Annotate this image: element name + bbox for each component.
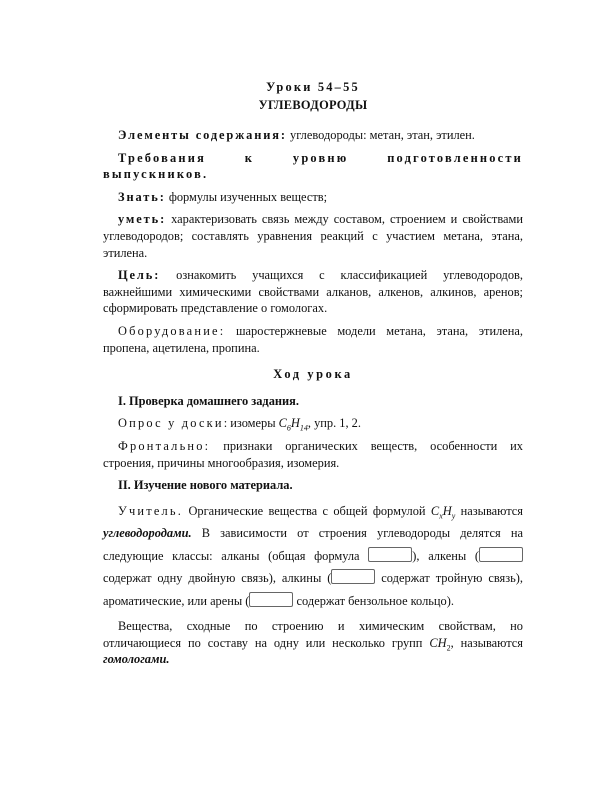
arenes-desc: содержат бензольное кольцо). — [296, 593, 454, 608]
content-elements-paragraph — [103, 127, 523, 144]
lesson-number: Уроки 54–55 — [266, 80, 360, 94]
homologs-paragraph — [103, 618, 523, 668]
content-elements-text: углеводороды: метан, этан, этилен. — [290, 128, 475, 142]
section1-heading: I. Проверка домашнего задания. — [118, 393, 299, 408]
requirements-word: к — [244, 150, 255, 165]
arenes-formula-blank[interactable] — [249, 592, 293, 607]
equipment-paragraph — [103, 323, 523, 356]
requirements-word: подготовленности — [387, 150, 523, 165]
alkenes-formula-blank[interactable] — [479, 547, 523, 562]
board-question-paragraph — [103, 415, 523, 432]
formula-hy: H — [442, 503, 452, 518]
formula-c: C — [278, 416, 287, 431]
requirements-heading-line2: выпускников. — [103, 167, 209, 182]
formula-ch2: CH — [429, 635, 447, 650]
requirements-heading — [103, 150, 523, 167]
alkynes-formula-blank[interactable] — [331, 569, 375, 584]
document-page — [103, 78, 523, 674]
teacher-text-2: называются — [460, 503, 524, 518]
homologs-text-2: , называются — [450, 635, 524, 650]
formula-h: H — [290, 416, 300, 431]
know-text: формулы изученных веществ; — [168, 189, 328, 204]
requirements-word: Требования — [118, 150, 206, 165]
teacher-text-3: В зависимости от строения углеводороды делятся на следующие классы: алканы (общая формула — [103, 526, 523, 563]
term-homologs: гомологами. — [103, 652, 170, 667]
requirements-word: уровню — [292, 150, 349, 165]
board-question-pre: : изомеры — [223, 416, 279, 431]
alkenes-text: ), алкены ( — [412, 548, 479, 563]
frontal-text: признаки органических веществ, особенности их строения, причины многообразия, изомерия. — [103, 438, 523, 470]
lesson-topic: УГЛЕВОДОРОДЫ — [258, 98, 368, 112]
teacher-label: Учитель. — [118, 503, 184, 518]
formula-cx-sub: x — [439, 511, 443, 521]
arenes-text: ароматические, или арены ( — [103, 593, 250, 608]
teacher-paragraph — [103, 500, 523, 613]
homologs-text-1: Вещества, сходные по строению и химическим свойствам, но отличающиеся по составу на одну или несколько групп — [103, 619, 523, 650]
formula-hy-sub: y — [451, 511, 456, 521]
formula-h-sub: 14 — [299, 423, 308, 433]
be-able-text: характеризовать связь между составом, строением и свойствами углеводородов; составлять уравнения реакций с участием метана, этана, этилена. — [103, 212, 523, 260]
board-question-post: , упр. 1, 2. — [307, 416, 361, 431]
frontal-label: Фронтально: — [118, 438, 211, 453]
alkynes-desc: содержат тройную связь), — [381, 571, 524, 586]
know-label: Знать: — [118, 189, 166, 204]
equipment-text: шаростержневые модели метана, этана, этилена, пропена, ацетилена, пропина. — [103, 323, 523, 355]
goal-text: ознакомить учащихся с классификацией углеводородов, важнейшими химическими свойствами алканов, алкенов, алкинов, аренов; сформировать представление о гомологах. — [103, 268, 523, 316]
know-paragraph — [103, 189, 523, 206]
goal-label: Цель: — [118, 268, 161, 283]
be-able-label: уметь: — [118, 212, 167, 227]
formula-cx: C — [430, 503, 440, 518]
goal-paragraph — [103, 267, 523, 317]
formula-c-sub: 6 — [286, 423, 291, 433]
lesson-course-heading: Ход урока — [273, 367, 353, 382]
equipment-label: Оборудование: — [118, 323, 226, 338]
content-elements-label: Элементы содержания: — [118, 128, 287, 142]
teacher-text-1: Органические вещества с общей формулой — [188, 503, 426, 518]
alkenes-desc: содержат одну двойную связь), алкины ( — [103, 571, 332, 586]
be-able-paragraph — [103, 211, 523, 261]
formula-ch2-sub: 2 — [446, 643, 451, 653]
term-hydrocarbons: углеводородами. — [103, 526, 192, 541]
alkanes-formula-blank[interactable] — [368, 547, 412, 562]
board-question-label: Опрос у доски — [118, 416, 224, 431]
frontal-paragraph — [103, 438, 523, 471]
section2-heading: II. Изучение нового материала. — [118, 478, 293, 493]
